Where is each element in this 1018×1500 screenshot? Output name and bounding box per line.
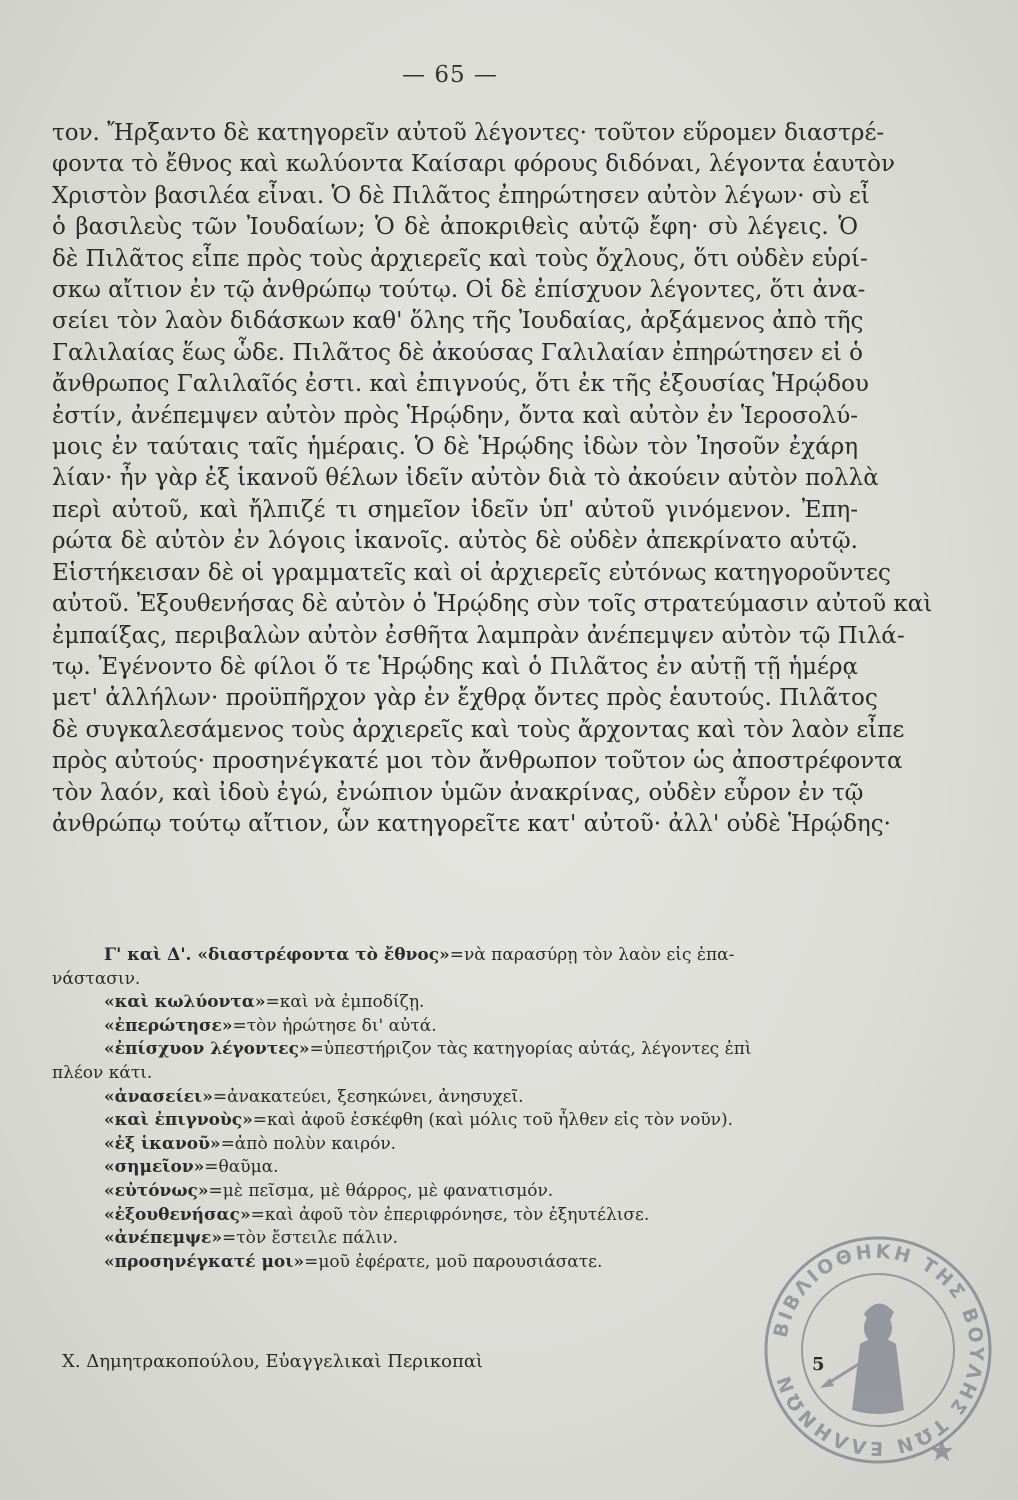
footnote: [52, 1086, 852, 1110]
footnote: [52, 1227, 852, 1251]
footnote-term: «καὶ ἐπιγνοὺς»: [104, 1110, 253, 1131]
footnote: [52, 1204, 852, 1228]
text-line: ρώτα δὲ αὐτὸν ἐν λόγοις ἱκανοῖς. αὐτὸς δὲ οὐδὲν ἀπεκρίνατο αὐτῷ.: [52, 528, 858, 555]
text-line: περὶ αὐτοῦ, καὶ ἤλπιζέ τι σημεῖον ἰδεῖν ὑπ' αὐτοῦ γινόμενον. Ἐπη-: [52, 496, 858, 523]
text-line: Χριστὸν βασιλέα εἶναι. Ὁ δὲ Πιλᾶτος ἐπηρώτησεν αὐτὸν λέγων· σὺ εἶ: [52, 182, 870, 209]
footnote: [52, 1180, 852, 1204]
text-line: ἐμπαίξας, περιβαλὼν αὐτὸν ἐσθῆτα λαμπρὰν ἀνέπεμψεν αὐτὸν τῷ Πιλά-: [52, 622, 905, 649]
footnote-gloss: =τὸν ἔστειλε πάλιν.: [222, 1228, 399, 1249]
stamp-text: ΒΙΒΛΙΟΘΗΚΗ ΤΗΣ ΒΟΥΛΗΣ ΤΩΝ ΕΛΛΗΝΩΝ: [769, 1240, 988, 1460]
text-line: μετ' ἀλλήλων· προϋπῆρχον γὰρ ἐν ἔχθρᾳ ὄντες πρὸς ἑαυτούς. Πιλᾶτος: [52, 685, 878, 712]
footnote-term: «σημεῖον»: [104, 1157, 205, 1178]
footnote-gloss: =μοῦ ἐφέρατε, μοῦ παρουσιάσατε.: [304, 1251, 603, 1272]
footnote-gloss: =τὸν ἠρώτησε δι' αὐτά.: [232, 1015, 437, 1036]
footnote-term: «ἐξ ἱκανοῦ»: [104, 1133, 221, 1154]
footnote: [52, 1015, 852, 1039]
footnote-gloss: =μὲ πεῖσμα, μὲ θάρρος, μὲ φανατισμόν.: [208, 1180, 554, 1201]
footnote-gloss: =ὑπεστήριζον τὰς κατηγορίας αὐτάς, λέγοντες ἐπὶ: [309, 1039, 752, 1060]
page-number: — 65 —: [402, 62, 498, 88]
footnotes: [52, 944, 852, 1274]
footnote: [52, 1133, 852, 1157]
footnote: [52, 991, 852, 1015]
athena-figure-icon: [820, 1303, 904, 1414]
text-line: Εἱστήκεισαν δὲ οἱ γραμματεῖς καὶ οἱ ἀρχιερεῖς εὐτόνως κατηγοροῦντες: [52, 559, 891, 586]
text-line: λίαν· ἦν γὰρ ἐξ ἱκανοῦ θέλων ἰδεῖν αὐτὸν διὰ τὸ ἀκούειν αὐτὸν πολλὰ: [52, 465, 879, 492]
footnote: [52, 1251, 852, 1275]
footnote: [52, 1109, 852, 1133]
text-line: δὲ Πιλᾶτος εἶπε πρὸς τοὺς ἀρχιερεῖς καὶ τοὺς ὄχλους, ὅτι οὐδὲν εὑρί-: [52, 245, 868, 272]
footnote-gloss: =καὶ νὰ ἐμποδίζῃ.: [265, 992, 425, 1013]
text-line: σκω αἴτιον ἐν τῷ ἀνθρώπῳ τούτῳ. Οἱ δὲ ἐπίσχυον λέγοντες, ὅτι ἀνα-: [52, 277, 866, 304]
text-line: ὁ βασιλεὺς τῶν Ἰουδαίων; Ὁ δὲ ἀποκριθεὶς αὐτῷ ἔφη· σὺ λέγεις. Ὁ: [52, 214, 858, 241]
text-line: ἄνθρωπος Γαλιλαῖός ἐστι. καὶ ἐπιγνούς, ὅτι ἐκ τῆς ἐξουσίας Ἡρῴδου: [52, 371, 869, 398]
footnote: [52, 1156, 852, 1180]
text-line: μοις ἐν ταύταις ταῖς ἡμέραις. Ὁ δὲ Ἡρῴδης ἰδὼν τὸν Ἰησοῦν ἐχάρη: [52, 434, 858, 461]
footnote: [52, 1062, 852, 1086]
footnote-gloss: =ἀνακατεύει, ξεσηκώνει, ἀνησυχεῖ.: [212, 1086, 524, 1107]
signature-line: Χ. Δημητρακοπούλου, Εὐαγγελικαὶ Περικοπαὶ: [62, 1351, 484, 1372]
text-line: τὸν λαόν, καὶ ἰδοὺ ἐγώ, ἐνώπιον ὑμῶν ἀνακρίνας, οὐδὲν εὗρον ἐν τῷ: [52, 779, 864, 806]
text-line: ἀνθρώπῳ τούτῳ αἴτιον, ὧν κατηγορεῖτε κατ' αὐτοῦ· ἀλλ' οὐδὲ Ἡρῴδης·: [52, 810, 891, 837]
footnote-term: «εὐτόνως»: [104, 1180, 209, 1201]
text-line: φοντα τὸ ἔθνος καὶ κωλύοντα Καίσαρι φόρους διδόναι, λέγοντα ἑαυτὸν: [52, 151, 895, 178]
footnote-gloss: =νὰ παρασύρῃ τὸν λαὸν εἰς ἐπα-: [449, 945, 735, 965]
footnote: [52, 944, 852, 968]
footnote-term: «ἀνασείει»: [104, 1086, 213, 1107]
footnote-term: «καὶ κωλύοντα»: [104, 992, 266, 1013]
text-line: αὐτοῦ. Ἐξουθενήσας δὲ αὐτὸν ὁ Ἡρῴδης σὺν τοῖς στρατεύμασιν αὐτοῦ καὶ: [52, 591, 933, 618]
text-line: δὲ συγκαλεσάμενος τοὺς ἀρχιερεῖς καὶ τοὺς ἄρχοντας καὶ τὸν λαὸν εἶπε: [52, 716, 905, 743]
footnote-term: Γ' καὶ Δ'. «διαστρέφοντα τὸ ἔθνος»: [104, 945, 450, 965]
footnote: [52, 968, 852, 992]
sheet-number: 5: [812, 1354, 825, 1375]
footnote-term: «ἐπερώτησε»: [104, 1015, 233, 1036]
footnote-term: «προσηνέγκατέ μοι»: [104, 1251, 305, 1272]
footnote-term: «ἀνέπεμψε»: [104, 1228, 223, 1249]
footnote-gloss: =ἀπὸ πολὺν καιρόν.: [220, 1133, 397, 1154]
text-line: τον. Ἤρξαντο δὲ κατηγορεῖν αὐτοῦ λέγοντες· τοῦτον εὕρομεν διαστρέ-: [52, 120, 885, 146]
footnote: [52, 1038, 852, 1062]
footnote-gloss: νάστασιν.: [52, 968, 141, 989]
main-text: [52, 118, 933, 840]
text-line: Γαλιλαίας ἕως ὧδε. Πιλᾶτος δὲ ἀκούσας Γαλιλαίαν ἐπηρώτησεν εἰ ὁ: [52, 339, 864, 366]
footnote-gloss: πλέον κάτι.: [52, 1062, 153, 1083]
text-line: σείει τὸν λαὸν διδάσκων καθ' ὅλης τῆς Ἰουδαίας, ἀρξάμενος ἀπὸ τῆς: [52, 308, 864, 335]
library-stamp: [760, 1232, 996, 1468]
footnote-gloss: =καὶ ἀφοῦ ἐσκέφθη (καὶ μόλις τοῦ ἦλθεν εἰς τὸν νοῦν).: [252, 1110, 734, 1131]
footnote-term: «ἐξουθενήσας»: [104, 1204, 251, 1225]
footnote-term: «ἐπίσχυον λέγοντες»: [104, 1039, 310, 1060]
footnote-gloss: =καὶ ἀφοῦ τὸν ἐπεριφρόνησε, τὸν ἐξηυτέλισε.: [250, 1204, 650, 1225]
text-line: πρὸς αὐτούς· προσηνέγκατέ μοι τὸν ἄνθρωπον τοῦτον ὡς ἀποστρέφοντα: [52, 748, 903, 775]
footnote-gloss: =θαῦμα.: [204, 1157, 279, 1178]
text-line: τῳ. Ἐγένοντο δὲ φίλοι ὅ τε Ἡρῴδης καὶ ὁ Πιλᾶτος ἐν αὐτῇ τῇ ἡμέρᾳ: [52, 653, 858, 680]
text-line: ἐστίν, ἀνέπεμψεν αὐτὸν πρὸς Ἡρῴδην, ὄντα καὶ αὐτὸν ἐν Ἱεροσολύ-: [52, 402, 858, 429]
